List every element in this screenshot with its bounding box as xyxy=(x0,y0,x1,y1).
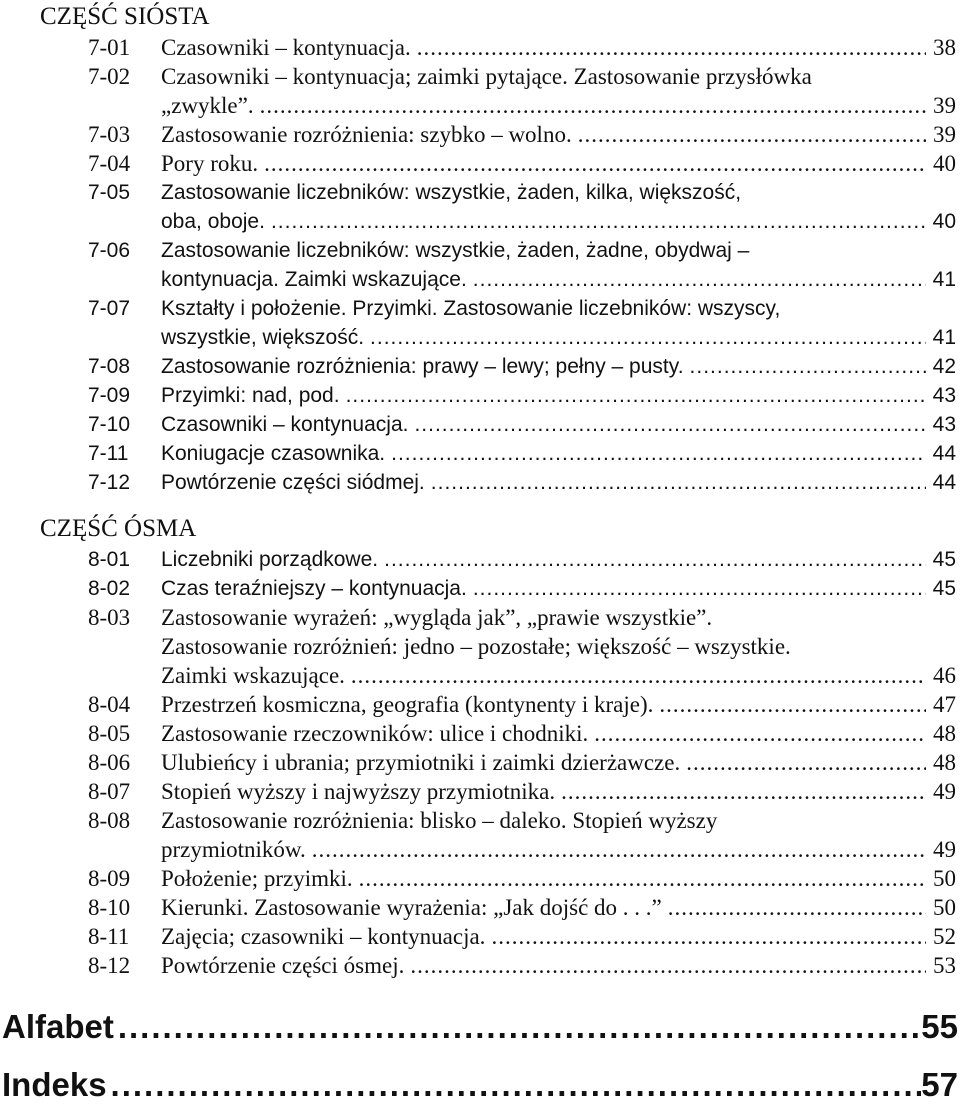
toc-entry-last-line xyxy=(161,545,956,574)
toc-entry-number: 7-01 xyxy=(88,35,131,60)
dot-leader xyxy=(425,468,926,497)
toc-entry-page-number: 57 xyxy=(921,1066,958,1103)
toc-entry-last-line xyxy=(161,439,956,468)
toc-entry-title-line: wszystkie, większość. xyxy=(161,326,365,349)
toc-entry-title-line: Zastosowanie wyrażeń: „wygląda jak”, „prawie wszystkie”. xyxy=(161,605,713,630)
part-eight-heading: CZĘŚĆ ÓSMA xyxy=(40,515,197,542)
toc-entry-last-line xyxy=(161,381,956,410)
toc-entry-number: 8-05 xyxy=(88,721,131,746)
toc-entry-last-line xyxy=(161,748,956,777)
toc-entry-title-line: przymiotników. xyxy=(161,837,306,862)
toc-entry-title-line: „zwykle”. xyxy=(161,93,254,118)
dot-leader xyxy=(408,410,926,439)
toc-entry-page-number: 40 xyxy=(933,151,956,176)
toc-entry[interactable] xyxy=(0,294,960,352)
toc-entry-last-line xyxy=(161,207,956,236)
toc-entry-last-line xyxy=(161,574,956,603)
toc-entry-page-number: 43 xyxy=(932,413,956,436)
toc-entry-number: 7-10 xyxy=(88,413,131,436)
toc-entry-last-line xyxy=(161,719,956,748)
toc-entry-page-number: 39 xyxy=(933,122,956,147)
dot-leader xyxy=(265,207,926,236)
toc-entry-number: 7-09 xyxy=(88,384,131,407)
dot-leader xyxy=(306,835,926,864)
toc-entry-page-number: 42 xyxy=(932,355,956,378)
toc-entry[interactable] xyxy=(0,951,960,980)
toc-entry-title-line: Czasowniki – kontynuacja; zaimki pytające. Zastosowanie przysłówka xyxy=(161,64,812,89)
toc-entry-last-line xyxy=(161,91,956,120)
toc-entry-last-line xyxy=(161,265,956,294)
dot-leader xyxy=(467,265,926,294)
dot-leader xyxy=(385,439,926,468)
toc-entry-title-line: oba, oboje. xyxy=(161,210,265,233)
toc-entry-last-line xyxy=(161,777,956,806)
toc-entry-page-number: 46 xyxy=(933,663,956,688)
toc-entry[interactable] xyxy=(0,545,960,574)
toc-entry-number: 7-02 xyxy=(88,64,131,89)
toc-entry-page-number: 50 xyxy=(933,895,956,920)
toc-entry-number: 8-06 xyxy=(88,750,131,775)
toc-entry-last-line xyxy=(161,690,956,719)
toc-entry-last-line xyxy=(161,661,956,690)
toc-entry-number: 7-05 xyxy=(88,181,131,204)
toc-entry[interactable] xyxy=(0,410,960,439)
toc-entry-number: 8-04 xyxy=(88,692,131,717)
toc-entry-title-line: Pory roku. xyxy=(161,151,259,176)
toc-entry-title-line: Czasowniki – kontynuacja. xyxy=(161,35,411,60)
toc-entry-title-line: Zastosowanie rzeczowników: ulice i chodniki. xyxy=(161,721,589,746)
toc-entry[interactable] xyxy=(0,62,960,120)
toc-entry-last-line xyxy=(161,835,956,864)
dot-leader xyxy=(353,864,926,893)
dot-leader xyxy=(572,120,926,149)
toc-entry-alfabet[interactable] xyxy=(2,1005,958,1049)
toc-entry-number: 7-03 xyxy=(88,122,131,147)
dot-leader xyxy=(114,1005,921,1049)
toc-entry-page-number: 41 xyxy=(932,268,956,291)
toc-entry-page-number: 47 xyxy=(933,692,956,717)
toc-entry-page-number: 41 xyxy=(932,326,956,349)
toc-entry-last-line xyxy=(161,352,956,381)
dot-leader xyxy=(345,661,926,690)
toc-entry-title-line: Liczebniki porządkowe. xyxy=(161,548,379,571)
toc-entry-number: 8-01 xyxy=(88,548,131,571)
toc-entry[interactable] xyxy=(0,236,960,294)
dot-leader xyxy=(662,893,926,922)
toc-entry-title-line: Stopień wyższy i najwyższy przymiotnika. xyxy=(161,779,556,804)
toc-entry[interactable] xyxy=(0,719,960,748)
toc-entry-page-number: 44 xyxy=(932,442,956,465)
toc-entry-page-number: 44 xyxy=(932,471,956,494)
toc-entry-title-line: Przestrzeń kosmiczna, geografia (kontynenty i kraje). xyxy=(161,692,654,717)
toc-entry-title-line: Kształty i położenie. Przyimki. Zastosowanie liczebników: wszyscy, xyxy=(161,297,781,320)
toc-entry-number: 8-08 xyxy=(88,808,131,833)
toc-entry-page-number: 38 xyxy=(933,35,956,60)
toc-entry[interactable] xyxy=(0,439,960,468)
toc-entry-title-line: kontynuacja. Zaimki wskazujące. xyxy=(161,268,467,291)
toc-entry-title: Indeks xyxy=(2,1066,107,1103)
toc-entry[interactable] xyxy=(0,381,960,410)
toc-entry-title-line: Kierunki. Zastosowanie wyrażenia: „Jak dojść do . . .” xyxy=(161,895,662,920)
toc-entry-number: 7-12 xyxy=(88,471,131,494)
toc-entry[interactable] xyxy=(0,574,960,603)
toc-entry-page-number: 55 xyxy=(921,1008,958,1045)
toc-entry[interactable] xyxy=(0,178,960,236)
dot-leader xyxy=(340,381,926,410)
toc-entry-number: 8-12 xyxy=(88,953,131,978)
toc-entry-title-line: Zajęcia; czasowniki – kontynuacja. xyxy=(161,924,486,949)
toc-entry-page-number: 49 xyxy=(933,779,956,804)
toc-entry-page-number: 43 xyxy=(932,384,956,407)
toc-entry-last-line xyxy=(161,120,956,149)
dot-leader xyxy=(467,574,926,603)
toc-entry-number: 7-11 xyxy=(88,442,129,465)
toc-entry-last-line xyxy=(161,33,956,62)
toc-entry-number: 8-02 xyxy=(88,577,131,600)
toc-entry-number: 7-04 xyxy=(88,151,131,176)
toc-entry-last-line xyxy=(161,468,956,497)
dot-leader xyxy=(680,748,926,777)
toc-entry-title-line: Zastosowanie rozróżnienia: szybko – wolno. xyxy=(161,122,572,147)
toc-entry-last-line xyxy=(161,893,956,922)
dot-leader xyxy=(653,690,926,719)
toc-entry-title-line: Koniugacje czasownika. xyxy=(161,442,386,465)
toc-entry-title-line: Zastosowanie liczebników: wszystkie, żaden, żadne, obydwaj – xyxy=(161,239,750,262)
toc-entry-number: 8-11 xyxy=(88,924,130,949)
toc-entry-page-number: 50 xyxy=(933,866,956,891)
toc-entry-page-number: 48 xyxy=(933,721,956,746)
dot-leader xyxy=(411,33,926,62)
toc-entry-number: 7-06 xyxy=(88,239,131,262)
toc-entry-page-number: 49 xyxy=(933,837,956,862)
toc-entry-page-number: 39 xyxy=(933,93,956,118)
dot-leader xyxy=(258,149,926,178)
toc-entry-title-line: Zastosowanie rozróżnienia: blisko – daleko. Stopień wyższy xyxy=(161,808,718,833)
toc-entry[interactable] xyxy=(0,893,960,922)
dot-leader xyxy=(378,545,926,574)
toc-entry-page-number: 40 xyxy=(932,210,956,233)
toc-entry-number: 8-09 xyxy=(88,866,131,891)
toc-entry-title-line: Zaimki wskazujące. xyxy=(161,663,345,688)
toc-entry-title-line: Przyimki: nad, pod. xyxy=(161,384,340,407)
toc-entry[interactable] xyxy=(0,864,960,893)
toc-entry-last-line xyxy=(161,323,956,352)
toc-entry-title-line: Czas teraźniejszy – kontynuacja. xyxy=(161,577,467,600)
toc-entry[interactable] xyxy=(0,468,960,497)
toc-entry-number: 8-07 xyxy=(88,779,131,804)
toc-entry-title: Alfabet xyxy=(2,1008,114,1045)
toc-entry-title-line: Czasowniki – kontynuacja. xyxy=(161,413,409,436)
dot-leader xyxy=(485,922,926,951)
toc-entry-number: 8-10 xyxy=(88,895,131,920)
toc-entry[interactable] xyxy=(0,922,960,951)
toc-entry-last-line xyxy=(161,410,956,439)
dot-leader xyxy=(107,1063,922,1107)
toc-entry[interactable] xyxy=(0,149,960,178)
toc-entry[interactable] xyxy=(0,690,960,719)
toc-entry-page-number: 45 xyxy=(932,577,956,600)
toc-entry-last-line xyxy=(161,864,956,893)
toc-entry-title-line: Ulubieńcy i ubrania; przymiotniki i zaimki dzierżawcze. xyxy=(161,750,681,775)
toc-entry-title-line: Zastosowanie liczebników: wszystkie, żaden, kilka, większość, xyxy=(161,181,742,204)
toc-entry[interactable] xyxy=(0,748,960,777)
toc-entry-number: 7-08 xyxy=(88,355,131,378)
toc-entry-page-number: 52 xyxy=(933,924,956,949)
toc-entry-last-line xyxy=(161,922,956,951)
toc-entry-title-line: Powtórzenie części ósmej. xyxy=(161,953,405,978)
toc-entry[interactable] xyxy=(0,777,960,806)
toc-entry-page-number: 53 xyxy=(933,953,956,978)
toc-entry-title-line: Zastosowanie rozróżnienia: prawy – lewy; pełny – pusty. xyxy=(161,355,684,378)
toc-entry-page-number: 45 xyxy=(932,548,956,571)
dot-leader xyxy=(684,352,926,381)
toc-entry-indeks[interactable] xyxy=(2,1063,958,1107)
toc-entry-number: 7-07 xyxy=(88,297,131,320)
toc-entry[interactable] xyxy=(0,806,960,864)
part-seven-heading: CZĘŚĆ SIÓSTA xyxy=(40,3,210,30)
toc-entry-title-line: Położenie; przyimki. xyxy=(161,866,353,891)
dot-leader xyxy=(254,91,926,120)
toc-entry-page-number: 48 xyxy=(933,750,956,775)
dot-leader xyxy=(588,719,926,748)
toc-entry-number: 8-03 xyxy=(88,605,131,630)
dot-leader xyxy=(364,323,926,352)
toc-entry-last-line xyxy=(161,951,956,980)
toc-entry[interactable] xyxy=(0,33,960,62)
toc-entry-title-line: Powtórzenie części siódmej. xyxy=(161,471,425,494)
dot-leader xyxy=(404,951,926,980)
toc-entry-last-line xyxy=(161,149,956,178)
dot-leader xyxy=(555,777,926,806)
toc-entry[interactable] xyxy=(0,603,960,690)
toc-entry[interactable] xyxy=(0,120,960,149)
toc-entry-title-line: Zastosowanie rozróżnień: jedno – pozostałe; większość – wszystkie. xyxy=(161,634,791,659)
toc-entry[interactable] xyxy=(0,352,960,381)
